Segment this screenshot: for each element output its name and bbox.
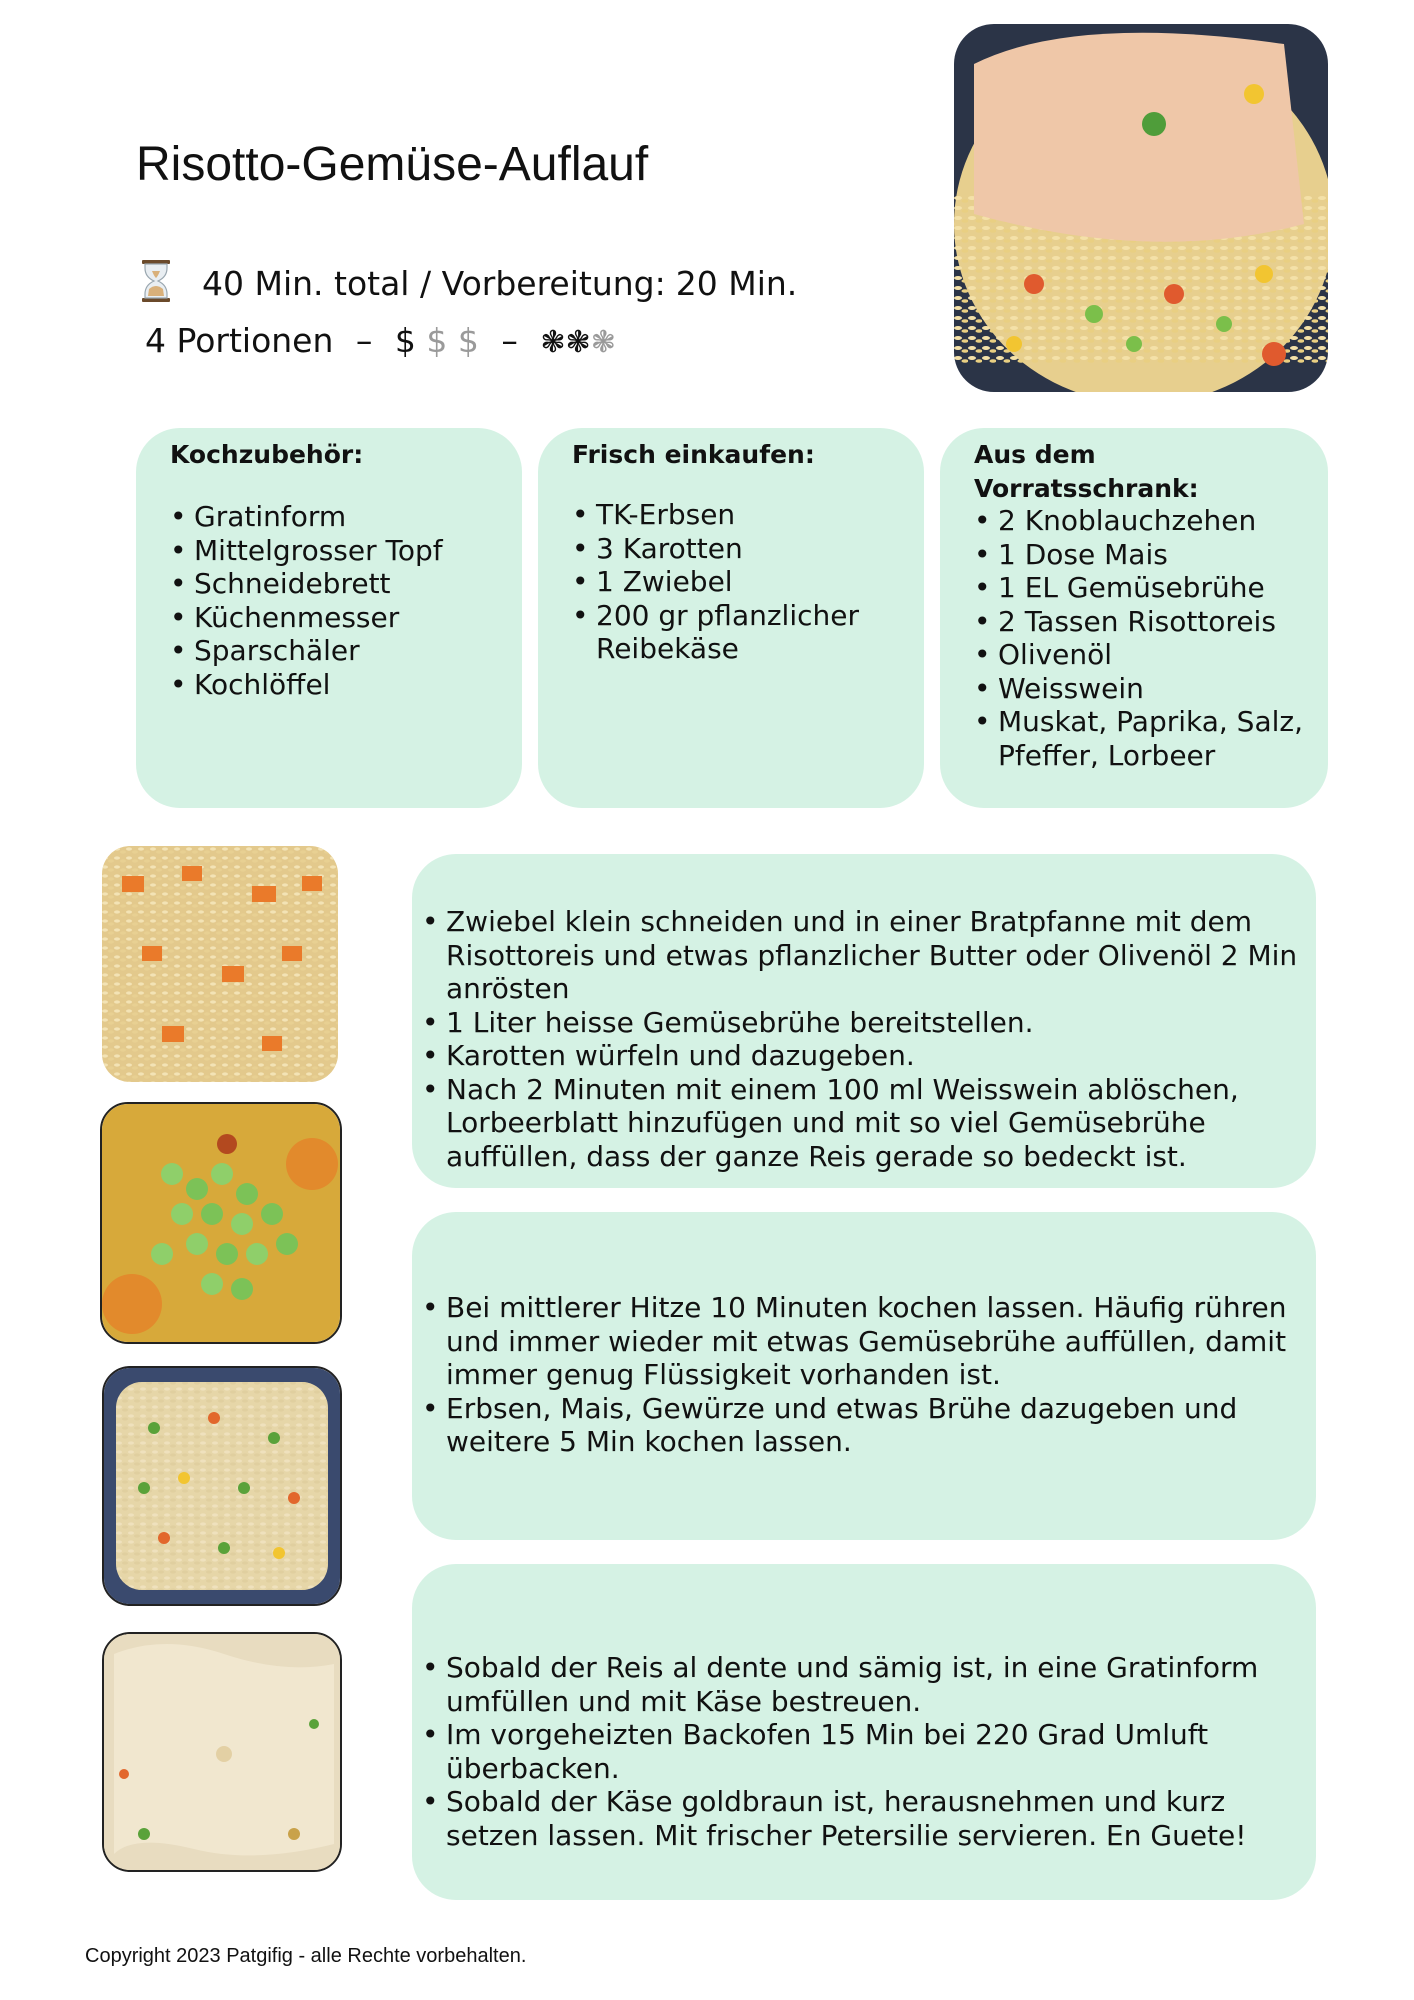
step-item: • Sobald der Reis al dente und sämig ist, in eine Gratinform umfüllen und mit Käse bestreuen. bbox=[422, 1651, 1308, 1718]
dish-photo bbox=[954, 24, 1328, 392]
list-item: • Gratinform bbox=[170, 500, 508, 534]
step-box-2 bbox=[412, 1212, 1316, 1540]
time-total: 40 Min. total / Vorbereitung: bbox=[202, 264, 666, 303]
step-item: • Karotten würfeln und dazugeben. bbox=[422, 1039, 1308, 1073]
step-item: • Nach 2 Minuten mit einem 100 ml Weisswein ablöschen, Lorbeerblatt hinzufügen und mit so viel Gemüsebrühe auffüllen, dass der ganze Reis gerade so bedeckt ist. bbox=[422, 1073, 1308, 1174]
list-item: • TK-Erbsen bbox=[572, 498, 910, 532]
step-list bbox=[422, 1651, 1308, 1852]
step-box-3 bbox=[412, 1564, 1316, 1900]
fresh-heading: Frisch einkaufen: bbox=[572, 440, 815, 469]
pantry-heading: Aus dem Vorratsschrank: bbox=[974, 440, 1199, 503]
flower-icon: ❃ bbox=[590, 325, 616, 360]
list-item: • Weisswein bbox=[974, 672, 1314, 706]
list-item: • Olivenöl bbox=[974, 638, 1314, 672]
step-item: • Zwiebel klein schneiden und in einer Bratpfanne mit dem Risottoreis und etwas pflanzlicher Butter oder Olivenöl 2 Min anrösten bbox=[422, 905, 1308, 1006]
separator: – bbox=[501, 321, 518, 360]
step-list bbox=[422, 905, 1308, 1173]
list-item: • 200 gr pflanzlicher Reibekäse bbox=[572, 599, 910, 666]
tools-heading: Kochzubehör: bbox=[170, 440, 364, 469]
list-item: • Küchenmesser bbox=[170, 601, 508, 635]
list-item: • 3 Karotten bbox=[572, 532, 910, 566]
pantry-list bbox=[974, 504, 1314, 772]
list-item: • 1 EL Gemüsebrühe bbox=[974, 571, 1314, 605]
pantry-box bbox=[940, 428, 1328, 808]
step-item: • Erbsen, Mais, Gewürze und etwas Brühe dazugeben und weitere 5 Min kochen lassen. bbox=[422, 1392, 1308, 1459]
list-item: • Sparschäler bbox=[170, 634, 508, 668]
step-photo-baked-gratin bbox=[102, 1632, 342, 1872]
fresh-box bbox=[538, 428, 924, 808]
step-photo-rice-carrots bbox=[102, 846, 338, 1082]
step-item: • Im vorgeheizten Backofen 15 Min bei 220 Grad Umluft überbacken. bbox=[422, 1718, 1308, 1785]
copyright-footer: Copyright 2023 Patgifig - alle Rechte vorbehalten. bbox=[85, 1945, 527, 1967]
tools-list bbox=[170, 500, 508, 701]
list-item: • Muskat, Paprika, Salz, Pfeffer, Lorbeer bbox=[974, 705, 1314, 772]
separator: – bbox=[355, 321, 373, 360]
portions: 4 Portionen bbox=[145, 321, 334, 360]
step-item: • Bei mittlerer Hitze 10 Minuten kochen lassen. Häufig rühren und immer wieder mit etwas Gemüsebrühe auffüllen, damit immer genug Flüssigkeit vorhanden ist. bbox=[422, 1291, 1308, 1392]
price-symbol: $ bbox=[426, 321, 448, 360]
difficulty-rating bbox=[540, 321, 615, 360]
price-rating bbox=[395, 321, 490, 360]
list-item: • 1 Zwiebel bbox=[572, 565, 910, 599]
price-symbol: $ bbox=[394, 321, 416, 360]
tools-box bbox=[136, 428, 522, 808]
time-prep: 20 Min. bbox=[675, 264, 798, 303]
step-item: • 1 Liter heisse Gemüsebrühe bereitstellen. bbox=[422, 1006, 1308, 1040]
portions-info bbox=[145, 321, 616, 363]
step-list bbox=[422, 1291, 1308, 1459]
step-item: • Sobald der Käse goldbraun ist, herausnehmen und kurz setzen lassen. Mit frischer Petersilie servieren. En Guete! bbox=[422, 1785, 1308, 1852]
time-info bbox=[140, 259, 797, 304]
flower-icon: ❃ bbox=[565, 325, 591, 360]
hourglass-icon bbox=[140, 259, 172, 303]
recipe-title: Risotto-Gemüse-Auflauf bbox=[136, 138, 649, 191]
list-item: • 1 Dose Mais bbox=[974, 538, 1314, 572]
step-photo-gratin-dish bbox=[102, 1366, 342, 1606]
step-photo-peas-broth bbox=[100, 1102, 342, 1344]
list-item: • Schneidebrett bbox=[170, 567, 508, 601]
list-item: • Mittelgrosser Topf bbox=[170, 534, 508, 568]
fresh-list bbox=[572, 498, 910, 666]
list-item: • Kochlöffel bbox=[170, 668, 508, 702]
flower-icon: ❃ bbox=[540, 325, 566, 360]
list-item: • 2 Knoblauchzehen bbox=[974, 504, 1314, 538]
step-box-1 bbox=[412, 854, 1316, 1188]
list-item: • 2 Tassen Risottoreis bbox=[974, 605, 1314, 639]
price-symbol: $ bbox=[457, 321, 479, 360]
